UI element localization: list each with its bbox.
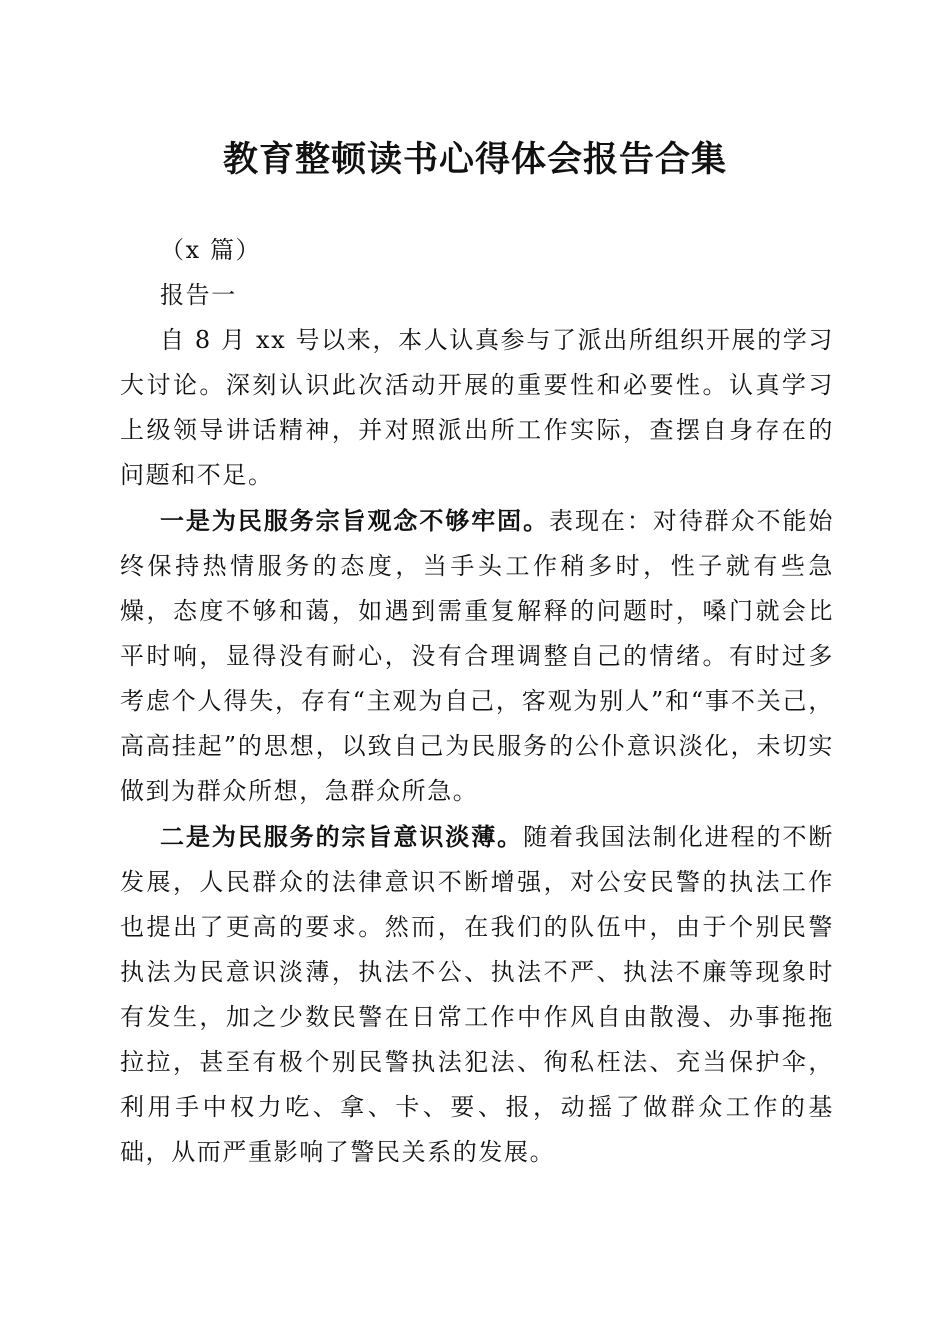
- document-title: 教育整顿读书心得体会报告合集: [222, 139, 727, 180]
- paragraph-2: [120, 498, 834, 814]
- paragraph-2-lead: 一是为民服务宗旨观念不够牢固。: [160, 506, 550, 535]
- paragraph-1-text: 自 8 月 xx 号以来，本人认真参与了派出所组织开展的学习大讨论。深刻认识此次活动开展的重要性和必要性。认真学习上级领导讲话精神，并对照派出所工作实际，查摆自身存在的问题和不足。: [120, 326, 834, 489]
- paragraph-3-text: 随着我国法制化进程的不断发展，人民群众的法律意识不断增强，对公安民警的执法工作也提出了更高的要求。然而，在我们的队伍中，由于个别民警执法为民意识淡薄，执法不公、执法不严、执法不廉等现象时有发生，加之少数民警在日常工作中作风自由散漫、办事拖拖拉拉，甚至有极个别民警执法犯法、徇私枉法、充当保护伞，利用手中权力吃、拿、卡、要、报，动摇了做群众工作的基础，从而严重影响了警民关系的发展。: [120, 823, 835, 1166]
- document-body: [120, 228, 834, 1175]
- paragraph-3-lead: 二是为民服务的宗旨意识淡薄。: [160, 822, 524, 851]
- document-subtitle: （x 篇）: [160, 236, 262, 264]
- section-heading: 报告一: [160, 281, 237, 309]
- paragraph-1: [120, 318, 834, 498]
- paragraph-2-text: 表现在：对待群众不能始终保持热情服务的态度，当手头工作稍多时，性子就有些急燥，态度不够和蔼，如遇到需重复解释的问题时，嗓门就会比平时响，显得没有耐心，没有合理调整自己的情绪。有时过多考虑个人得失，存有“主观为自己，客观为别人”和“事不关己，高高挂起”的思想，以致自己为民服务的公仆意识淡化，未切实做到为群众所想，急群众所急。: [120, 507, 835, 805]
- paragraph-3: [120, 814, 834, 1175]
